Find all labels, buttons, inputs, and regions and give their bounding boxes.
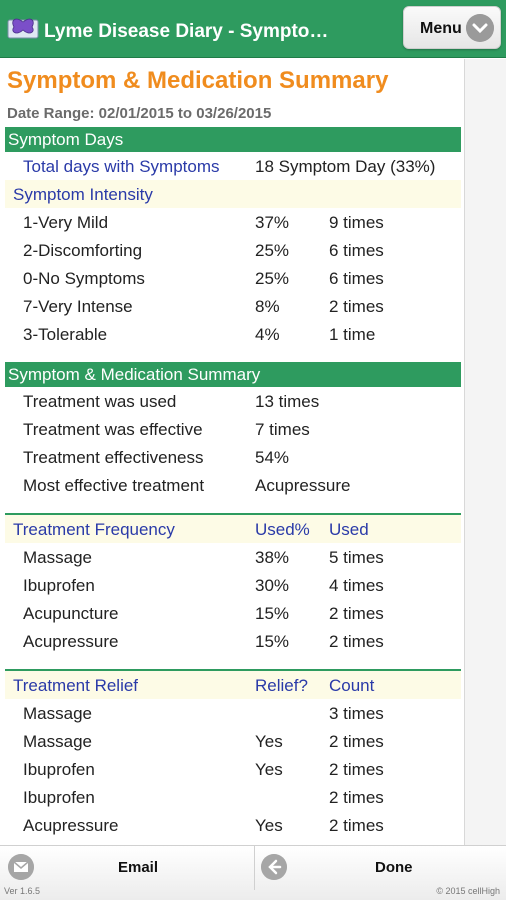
frequency-percent: 15% (255, 604, 290, 623)
summary-label: Most effective treatment (23, 476, 205, 495)
intensity-row (5, 292, 461, 320)
summary-value: 13 times (255, 392, 320, 411)
total-days-value: 18 Symptom Day (33%) (255, 157, 436, 176)
relief-col-name: Treatment Relief (13, 676, 139, 695)
intensity-name: 2-Discomforting (23, 241, 143, 260)
intensity-row (5, 320, 461, 348)
frequency-name: Acupressure (23, 632, 119, 651)
email-label: Email (118, 859, 159, 876)
frequency-used: 4 times (329, 576, 384, 595)
intensity-times: 6 times (329, 241, 384, 260)
frequency-percent: 38% (255, 548, 290, 567)
summary-label: Treatment was effective (23, 420, 203, 439)
app-bar (0, 0, 506, 58)
frequency-row (5, 599, 461, 627)
relief-count: 2 times (329, 788, 384, 807)
frequency-col-pct: Used% (255, 520, 310, 539)
intensity-times: 1 time (329, 325, 376, 344)
done-button[interactable] (254, 846, 506, 890)
relief-header-row (5, 671, 461, 699)
relief-flag: Yes (255, 732, 283, 751)
frequency-name: Massage (23, 548, 92, 567)
intensity-percent: 25% (255, 269, 290, 288)
bottom-toolbar (0, 845, 506, 900)
relief-col-relief: Relief? (255, 676, 308, 695)
menu-button[interactable] (403, 6, 501, 49)
relief-row (5, 811, 461, 839)
frequency-row (5, 627, 461, 655)
page-title: Symptom & Medication Summary (7, 67, 389, 94)
relief-flag: Yes (255, 760, 283, 779)
total-days-label: Total days with Symptoms (23, 157, 220, 176)
frequency-name: Ibuprofen (23, 576, 95, 595)
summary-row (5, 387, 461, 415)
intensity-name: 3-Tolerable (23, 325, 108, 344)
frequency-row (5, 571, 461, 599)
relief-row (5, 699, 461, 727)
intensity-percent: 8% (255, 297, 280, 316)
intensity-percent: 25% (255, 241, 290, 260)
app-title: Lyme Disease Diary - Sympto… (44, 21, 329, 42)
intensity-percent: 37% (255, 213, 290, 232)
done-label: Done (375, 859, 413, 876)
relief-col-count: Count (329, 676, 375, 695)
frequency-used: 2 times (329, 604, 384, 623)
menu-label: Menu (420, 20, 462, 37)
intensity-subheader (5, 180, 461, 208)
intensity-name: 7-Very Intense (23, 297, 133, 316)
relief-name: Acupressure (23, 816, 119, 835)
frequency-row (5, 543, 461, 571)
right-gutter (464, 59, 506, 845)
intensity-times: 6 times (329, 269, 384, 288)
frequency-percent: 30% (255, 576, 290, 595)
relief-row (5, 755, 461, 783)
relief-name: Ibuprofen (23, 788, 95, 807)
frequency-col-used: Used (329, 520, 369, 539)
frequency-header-row (5, 515, 461, 543)
frequency-name: Acupuncture (23, 604, 119, 623)
intensity-name: 0-No Symptoms (23, 269, 145, 288)
copyright-text: © 2015 cellHigh (436, 886, 500, 896)
relief-count: 3 times (329, 704, 384, 723)
intensity-row (5, 236, 461, 264)
butterfly-book-icon (6, 14, 40, 42)
relief-name: Massage (23, 704, 92, 723)
frequency-col-name: Treatment Frequency (13, 520, 175, 539)
date-range: Date Range: 02/01/2015 to 03/26/2015 (7, 105, 272, 122)
summary-content[interactable] (0, 59, 464, 845)
email-icon (8, 854, 34, 880)
relief-flag: Yes (255, 816, 283, 835)
relief-row (5, 727, 461, 755)
relief-name: Massage (23, 732, 92, 751)
summary-value: Acupressure (255, 476, 351, 495)
frequency-used: 5 times (329, 548, 384, 567)
relief-row (5, 783, 461, 811)
summary-label: Treatment effectiveness (23, 448, 204, 467)
relief-name: Ibuprofen (23, 760, 95, 779)
summary-row (5, 415, 461, 443)
intensity-percent: 4% (255, 325, 280, 344)
total-days-row (5, 152, 461, 180)
frequency-used: 2 times (329, 632, 384, 651)
summary-row (5, 471, 461, 499)
back-arrow-icon (261, 854, 287, 880)
intensity-row (5, 264, 461, 292)
summary-value: 54% (255, 448, 290, 467)
relief-count: 2 times (329, 760, 384, 779)
relief-count: 2 times (329, 732, 384, 751)
summary-value: 7 times (255, 420, 310, 439)
intensity-row (5, 208, 461, 236)
intensity-name: 1-Very Mild (23, 213, 109, 232)
email-button[interactable] (0, 846, 253, 890)
chevron-down-icon (466, 14, 494, 42)
summary-row (5, 443, 461, 471)
section-header-med-summary: Symptom & Medication Summary (5, 362, 461, 387)
frequency-percent: 15% (255, 632, 290, 651)
summary-label: Treatment was used (23, 392, 177, 411)
intensity-label: Symptom Intensity (13, 185, 153, 204)
version-text: Ver 1.6.5 (4, 886, 41, 896)
intensity-times: 9 times (329, 213, 384, 232)
section-header-symptom-days: Symptom Days (5, 127, 461, 152)
intensity-times: 2 times (329, 297, 384, 316)
relief-count: 2 times (329, 816, 384, 835)
